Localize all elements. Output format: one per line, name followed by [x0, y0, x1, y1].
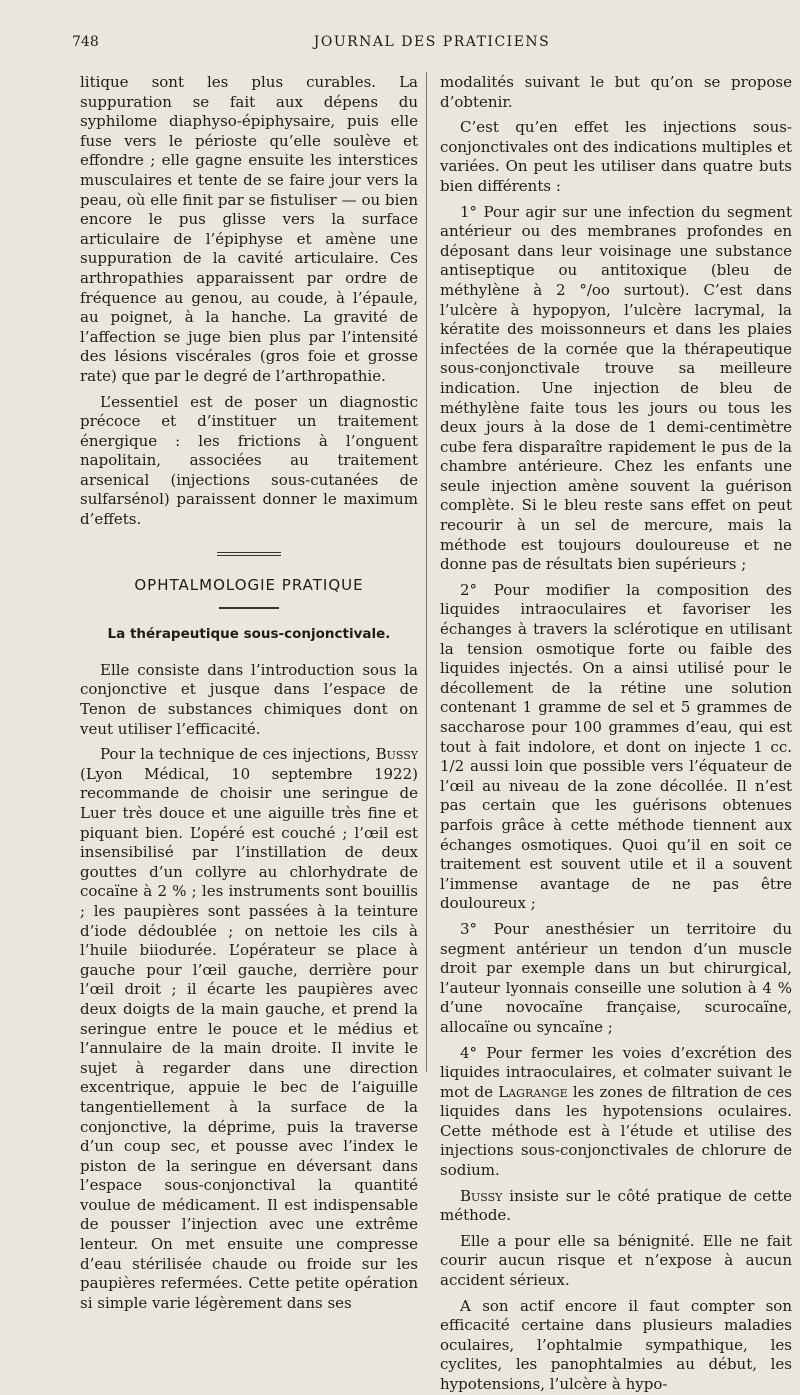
author-name: Bussy — [460, 1186, 503, 1205]
running-head: JOURNAL DES PRATICIENS — [313, 34, 551, 50]
paragraph: A son actif encore il faut compter son efficacité certaine dans plusieurs maladies oculaires, l’ophtalmie sympathique, les cyclites, les panophtalmies au début, les hypotensions, l’ulcère à hypo- — [440, 1296, 792, 1393]
text-run: les zones de filtration de ces liquides dans les hypotensions oculaires. Cette méthode est à l’étude et utilise des injections sous-conjonctivales de chlorure de sodium. — [440, 1082, 792, 1180]
double-rule-divider — [217, 552, 281, 556]
page-header — [72, 34, 792, 58]
paragraph: Elle consiste dans l’introduction sous la conjonctive et jusque dans l’espace de Tenon de substances chimiques dont on veut utiliser l’efficacité. — [80, 660, 418, 738]
paragraph: Elle a pour elle sa bénignité. Elle ne fait courir aucun risque et n’expose à aucun accident sérieux. — [440, 1231, 792, 1290]
page-number: 748 — [72, 34, 99, 50]
paragraph: modalités suivant le but qu’on se propose d’obtenir. — [440, 73, 792, 111]
paragraph: 3° Pour anesthésier un territoire du segment antérieur un tendon d’un muscle droit par exemple dans un but chirurgical, l’auteur lyonnais conseille une solution à 4 % d’une novocaïne française, scurocaïne, allocaïne ou syncaïne ; — [440, 919, 792, 1036]
paragraph: C’est qu’en effet les injections sous-conjonctivales ont des indications multiples et variées. On peut les utiliser dans quatre buts bien différents : — [440, 118, 792, 195]
paragraph: litique sont les plus curables. La suppuration se fait aux dépens du syphilome diaphyso-épiphysaire, puis elle fuse vers le périoste qu’elle soulève et effondre ; elle gagne ensuite les interstices musculaires et tente de se faire jour vers la peau, où elle finit par se fistuliser — ou bien encore le pus glisse vers la surface articulaire de l’épiphyse et amène une suppuration de la cavité articulaire. Ces arthropathies apparaissent par ordre de fréquence au genou, au coude, à l’épaule, au poignet, à la hanche. La gravité de l’affection se juge bien plus par l’intensité des lésions viscérales (gros foie et grosse rate) que par le degré de l’arthropathie. — [80, 73, 418, 385]
left-column — [80, 73, 418, 1313]
text-run: 4° Pour fermer les voies d’excrétion des liquides intraoculaires, et colmater suivant le mot de — [440, 1043, 792, 1101]
right-column — [440, 73, 792, 1395]
paragraph — [440, 1044, 792, 1181]
column-divider — [426, 72, 427, 1072]
text-run: Pour la technique de ces injections, — [100, 745, 376, 764]
paragraph: 1° Pour agir sur une infection du segment antérieur ou des membranes profondes en déposant dans leur voisinage une substance antiseptique ou antitoxique (bleu de méthylène à 2 °/oo surtout). C’est dans l’ulcère à hypopyon, l’ulcère lacrymal, la kératite des moissonneurs et dans les plaies infectées de la cornée que la thérapeutique sous-conjonctivale trouve sa meilleure indication. Une injection de bleu de méthylène faite tous les jours ou tous les deux jours à la dose de 1 demi-centimètre cube fera disparaître rapidement le pus de la chambre antérieure. Chez les enfants une seule injection amène souvent la guérison complète. Si le bleu reste sans effet on peut recourir à un sel de mercure, mais la méthode est toujours douloureuse et ne donne pas de résultats bien supérieurs ; — [440, 202, 792, 574]
text-run: (Lyon Médical, 10 septembre 1922) recommande de choisir une seringue de Luer très douce et une aiguille très fine et piquant bien. L’opéré est couché ; l’œil est insensibilisé par l’instillation de deux gouttes d’un collyre au chlorhydrate de cocaïne à 2 % ; les instruments sont bouillis ; les paupières sont passées à la teinture d’iode dédoublée ; on nettoie les cils à l’huile biiodurée. L’opérateur se place à gauche pour l’œil gauche, derrière pour l’œil droit ; il écarte les paupières avec deux doigts de la main gauche, et prend la seringue entre le pouce et le médius et l’annulaire de la main droite. Il invite le sujet à regarder dans une direction excentrique, appuie le bec de l’aiguille tangentiellement à la surface de la conjonctive, la déprime, puis la traverse d’un coup sec, et pousse avec l’index le piston de la seringue en déversant dans l’espace sous-conjonctival la quantité voulue de médicament. Il est indispensable de pousser l’injection avec une extrême lenteur. On met ensuite une compresse d’eau stérilisée chaude ou froide sur les paupières refermées. Cette petite opération si simple varie légèrement dans ses — [80, 764, 418, 1312]
section-heading: OPHTALMOLOGIE PRATIQUE — [134, 575, 364, 594]
author-name: Lagrange — [498, 1082, 568, 1101]
paragraph — [80, 745, 418, 1313]
article-title: La thérapeutique sous-conjonctivale. — [107, 626, 391, 643]
author-name: Bussy — [375, 745, 418, 764]
paragraph: 2° Pour modifier la composition des liquides intraoculaires et favoriser les échanges à travers la sclérotique en utilisant la tension osmotique forte ou faible des liquides injectés. On a ainsi utilisé pour le décollement de la rétine une solution contenant 1 gramme de sel et 5 grammes de saccharose pour 100 grammes d’eau, qui est tout à fait indolore, et dont on injecte 1 cc. 1/2 aussi loin que possible vers l’équateur de l’œil au niveau de la zone décollée. Il n’est pas certain que les guérisons obtenues parfois grâce à cette méthode tiennent aux échanges osmotiques. Quoi qu’il en soit ce traitement est souvent utile et il a souvent l’immense avantage de ne pas être douloureux ; — [440, 580, 792, 913]
text-run: insiste sur le côté pratique de cette méthode. — [440, 1186, 792, 1225]
section-rule — [219, 607, 279, 609]
paragraph — [440, 1187, 792, 1226]
paragraph: L’essentiel est de poser un diagnostic précoce et d’instituer un traitement énergique : les frictions à l’onguent napolitain, associées au traitement arsenical (injections sous-cutanées de sulfarsénol) paraissent donner le maximum d’effets. — [80, 392, 418, 529]
